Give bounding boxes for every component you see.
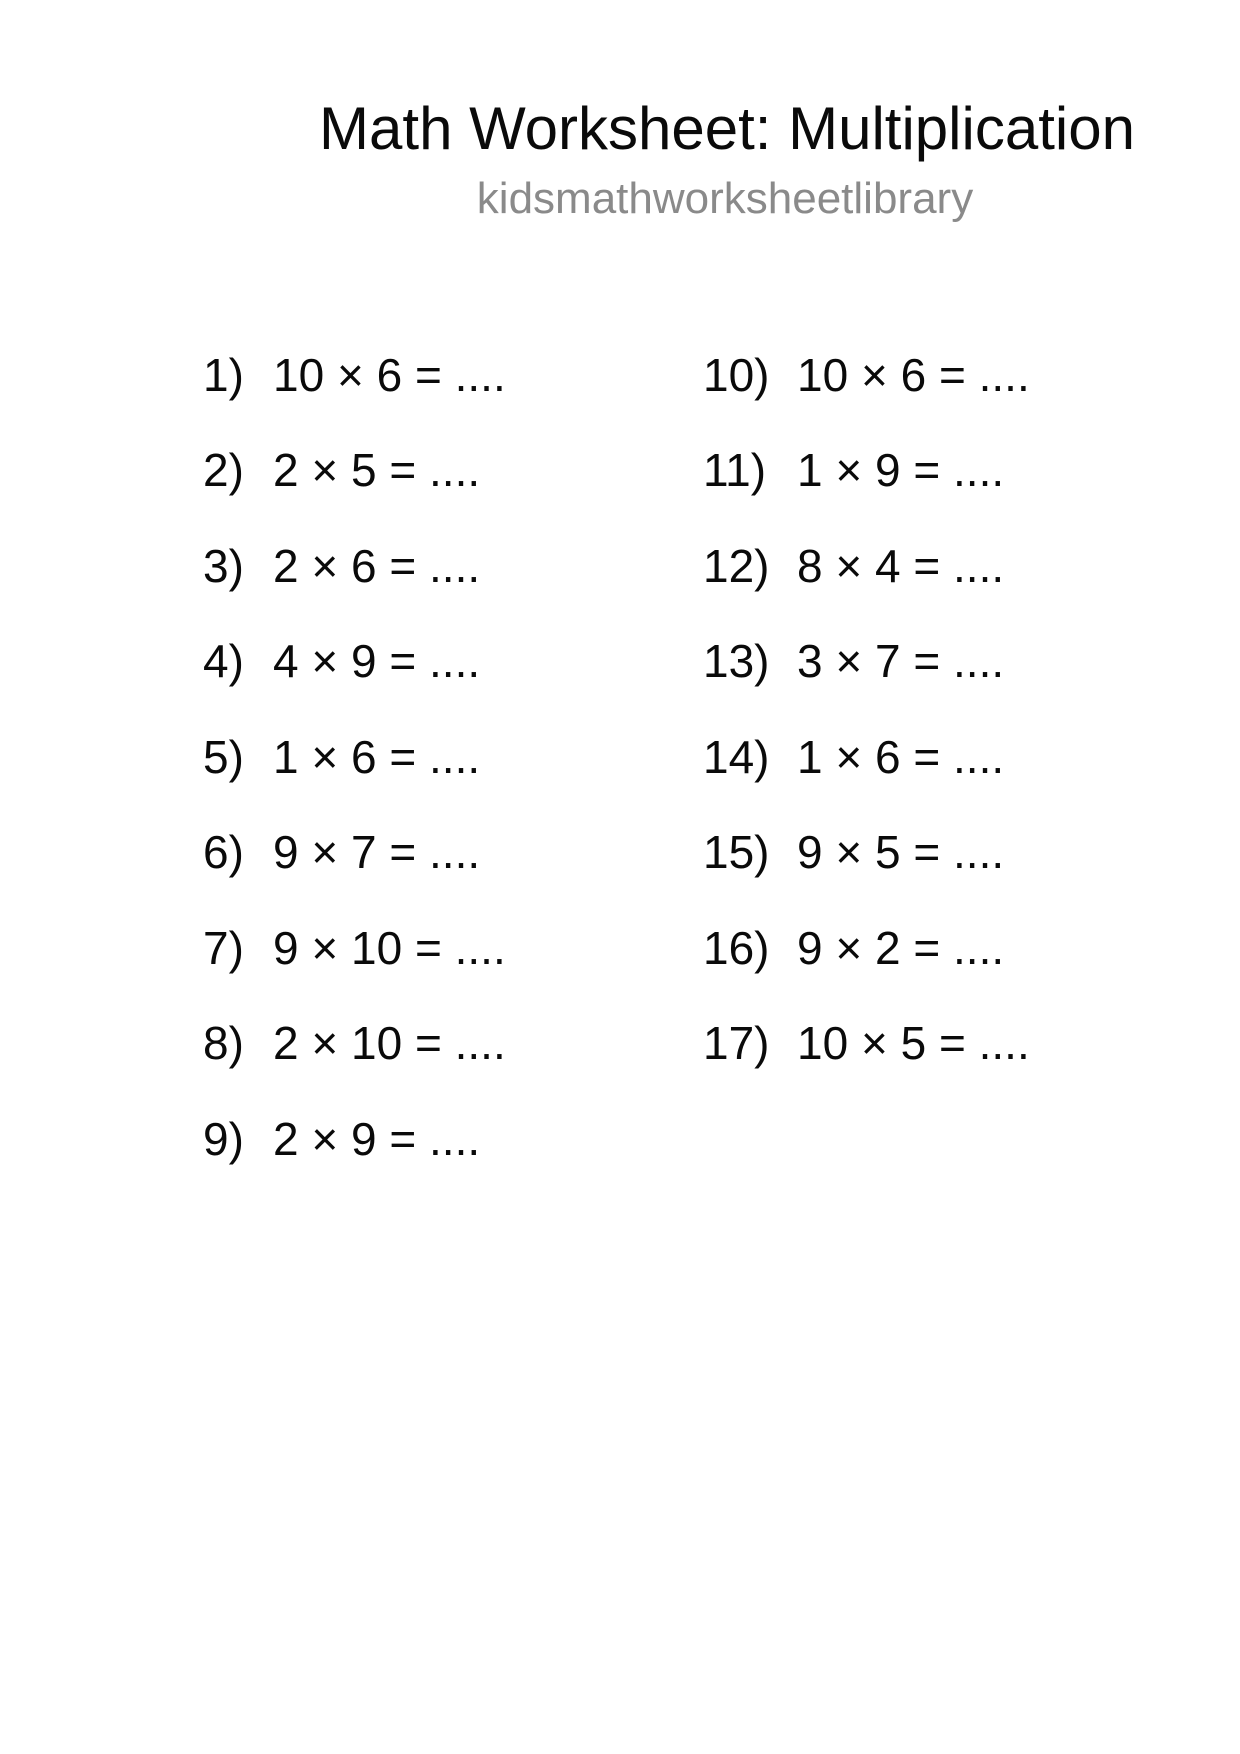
problem-number: 16) — [703, 921, 770, 974]
problem-row — [203, 900, 506, 996]
problems-column-right — [703, 327, 1030, 1091]
problem-expression: 2 × 9 = .... — [273, 1112, 481, 1165]
problem-row — [203, 423, 506, 519]
problem-expression: 9 × 5 = .... — [797, 826, 1005, 879]
problem-number: 2) — [203, 444, 244, 497]
problem-number: 6) — [203, 826, 244, 879]
problem-row — [203, 614, 506, 710]
problem-number: 15) — [703, 826, 770, 879]
page-subtitle: kidsmathworksheetlibrary — [476, 174, 974, 223]
problem-number: 13) — [703, 635, 770, 688]
problem-number: 14) — [703, 730, 770, 783]
problem-expression: 10 × 6 = .... — [797, 348, 1030, 401]
problem-row — [703, 709, 1030, 805]
problem-number: 11) — [703, 444, 767, 497]
problem-expression: 8 × 4 = .... — [797, 539, 1005, 592]
problem-expression: 1 × 6 = .... — [273, 730, 481, 783]
problem-row — [203, 709, 506, 805]
problem-number: 12) — [703, 539, 770, 592]
problem-number: 10) — [703, 348, 770, 401]
problem-number: 4) — [203, 635, 244, 688]
problem-expression: 4 × 9 = .... — [273, 635, 481, 688]
problem-number: 3) — [203, 539, 244, 592]
problem-expression: 1 × 6 = .... — [797, 730, 1005, 783]
problem-expression: 2 × 6 = .... — [273, 539, 481, 592]
problem-row — [703, 805, 1030, 901]
problem-number: 7) — [203, 921, 244, 974]
problem-row — [203, 327, 506, 423]
problem-number: 5) — [203, 730, 244, 783]
problem-row — [703, 327, 1030, 423]
problem-expression: 9 × 7 = .... — [273, 826, 481, 879]
problem-expression: 9 × 2 = .... — [797, 921, 1005, 974]
problem-expression: 1 × 9 = .... — [797, 444, 1005, 497]
problem-expression: 3 × 7 = .... — [797, 635, 1005, 688]
problem-expression: 10 × 6 = .... — [273, 348, 506, 401]
page-title: Math Worksheet: Multiplication — [319, 95, 1135, 162]
problem-row — [203, 996, 506, 1092]
problem-row — [703, 996, 1030, 1092]
problem-expression: 9 × 10 = .... — [273, 921, 506, 974]
problem-number: 17) — [703, 1017, 770, 1070]
problem-row — [203, 518, 506, 614]
problem-row — [703, 423, 1030, 519]
problems-column-left — [203, 327, 506, 1187]
problem-number: 8) — [203, 1017, 244, 1070]
problem-row — [203, 1091, 506, 1187]
problem-expression: 10 × 5 = .... — [797, 1017, 1030, 1070]
problem-row — [703, 518, 1030, 614]
problem-number: 9) — [203, 1112, 244, 1165]
problem-row — [703, 614, 1030, 710]
problem-expression: 2 × 10 = .... — [273, 1017, 506, 1070]
problem-row — [203, 805, 506, 901]
problem-row — [703, 900, 1030, 996]
problem-number: 1) — [203, 348, 244, 401]
problem-expression: 2 × 5 = .... — [273, 444, 481, 497]
